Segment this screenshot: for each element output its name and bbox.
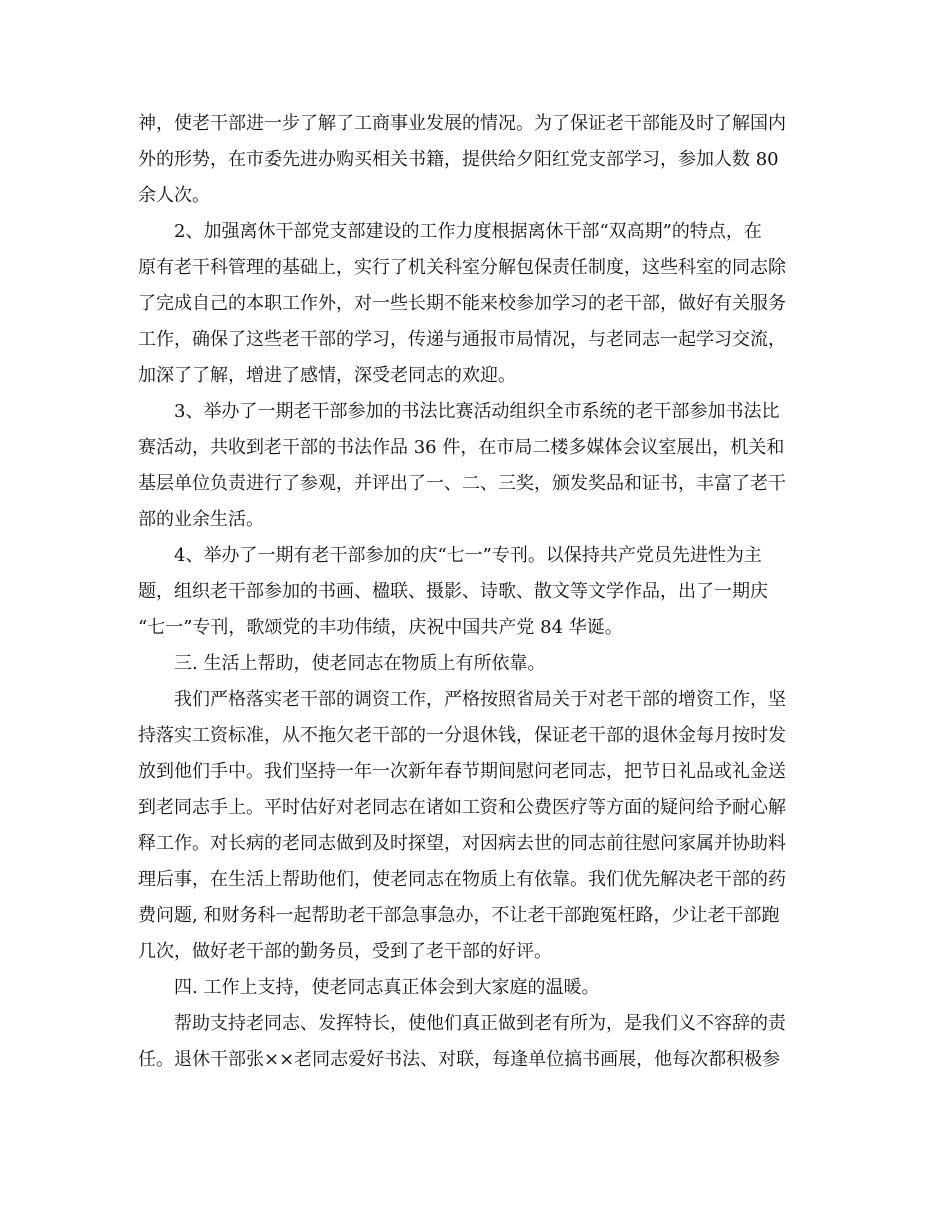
text-line: 工作，确保了这些老干部的学习，传递与通报市局情况，与老同志一起学习交流， (138, 329, 786, 350)
text-line: 三. 生活上帮助，使老同志在物质上有所依靠。 (174, 653, 546, 674)
text-line: 理后事，在生活上帮助他们，使老同志在物质上有依靠。我们优先解决老干部的药 (138, 869, 786, 890)
text-line: 2、加强离休干部党支部建设的工作力度根据离休干部“双高期”的特点，在 (174, 221, 762, 242)
text-line: 持落实工资标准，从不拖欠老干部的一分退休钱，保证老干部的退休金每月按时发 (138, 725, 786, 746)
text-line: 放到他们手中。我们坚持一年一次新年春节期间慰问老同志，把节日礼品或礼金送 (138, 761, 786, 782)
text-line: 部的业余生活。 (138, 509, 264, 530)
text-line: 我们严格落实老干部的调资工作，严格按照省局关于对老干部的增资工作，坚 (174, 689, 786, 710)
text-line: 余人次。 (138, 185, 210, 206)
text-line: 几次，做好老干部的勤务员，受到了老干部的好评。 (138, 941, 552, 962)
text-line: 3、举办了一期老干部参加的书法比赛活动组织全市系统的老干部参加书法比 (174, 401, 780, 422)
text-line: 4、举办了一期有老干部参加的庆“七一”专刊。以保持共产党员先进性为主 (174, 545, 762, 566)
text-line: 加深了了解，增进了感情，深受老同志的欢迎。 (138, 365, 516, 386)
text-line: 任。退休干部张××老同志爱好书法、对联，每逢单位搞书画展，他每次都积极参 (138, 1049, 781, 1070)
text-line: “七一”专刊，歌颂党的丰功伟绩，庆祝中国共产党 84 华诞。 (138, 617, 623, 638)
text-line: 到老同志手上。平时估好对老同志在诸如工资和公费医疗等方面的疑问给予耐心解 (138, 797, 786, 818)
text-line: 外的形势，在市委先进办购买相关书籍，提供给夕阳红党支部学习，参加人数 80 (138, 149, 779, 170)
text-line: 赛活动，共收到老干部的书法作品 36 件，在市局二楼多媒体会议室展出，机关和 (138, 437, 785, 458)
text-line: 释工作。对长病的老同志做到及时探望，对因病去世的同志前往慰问家属并协助料 (138, 833, 786, 854)
text-line: 题，组织老干部参加的书画、楹联、摄影、诗歌、散文等文学作品，出了一期庆 (138, 581, 768, 602)
text-line: 了完成自己的本职工作外，对一些长期不能来校参加学习的老干部，做好有关服务 (138, 293, 786, 314)
document-body (138, 106, 818, 1078)
text-line: 基层单位负责进行了参观，并评出了一、二、三奖，颁发奖品和证书，丰富了老干 (138, 473, 786, 494)
text-line: 神，使老干部进一步了解了工商事业发展的情况。为了保证老干部能及时了解国内 (138, 113, 786, 134)
text-line: 四. 工作上支持，使老同志真正体会到大家庭的温暖。 (174, 977, 600, 998)
text-line: 帮助支持老同志、发挥特长，使他们真正做到老有所为，是我们义不容辞的责 (174, 1013, 786, 1034)
text-line: 费问题, 和财务科一起帮助老干部急事急办，不让老干部跑冤枉路，少让老干部跑 (138, 905, 780, 926)
text-line: 原有老干科管理的基础上，实行了机关科室分解包保责任制度，这些科室的同志除 (138, 257, 786, 278)
